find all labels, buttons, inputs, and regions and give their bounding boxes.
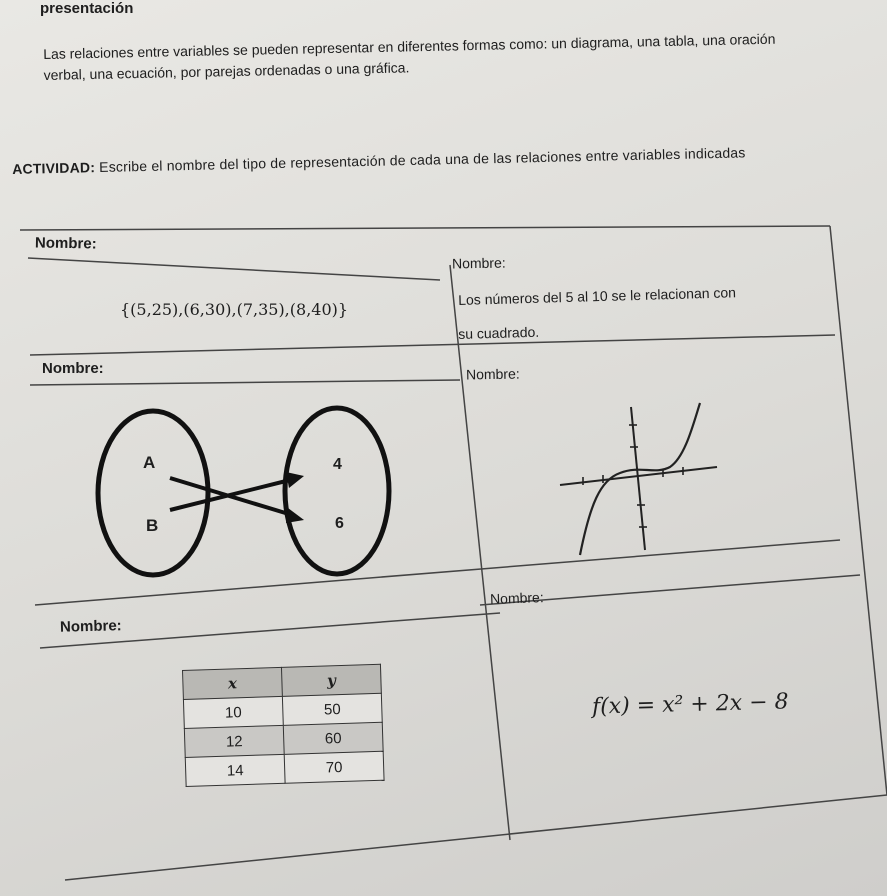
table-cell-x: 12 (184, 725, 284, 757)
equation-formula: f(x) = x² + 2x − 8 (591, 689, 789, 720)
diagram-element-4: 4 (333, 456, 342, 473)
activity-text: Escribe el nombre del tipo de representación de cada una de las relaciones entre variables indicadas (98, 144, 746, 176)
range-ellipse (285, 408, 389, 574)
table-cell-y: 60 (283, 722, 383, 754)
table-name-label: Nombre: (59, 617, 122, 636)
diagram-element-6: 6 (335, 515, 344, 532)
diagram-element-a: A (143, 453, 156, 472)
cubic-curve (580, 403, 700, 555)
activity-label: ACTIVIDAD: (12, 159, 96, 177)
table-cell-y: 50 (282, 693, 382, 725)
section-heading: presentación (40, 0, 134, 17)
table-cell-y: 70 (284, 751, 384, 783)
table-row (185, 751, 384, 786)
diagram-name-label: Nombre: (42, 360, 104, 377)
ordered-pairs-set: {(5,25),(6,30),(7,35),(8,40)} (120, 300, 349, 319)
equation-name-label: Nombre: (489, 589, 544, 607)
table-header-x: x (183, 667, 283, 699)
graph-name-label: Nombre: (465, 365, 520, 383)
cubic-function-graph (555, 395, 735, 560)
verbal-sentence-line-1: Los números del 5 al 10 se le relacionan con (458, 284, 737, 308)
arrow-diagram (90, 400, 420, 590)
intro-paragraph: Las relaciones entre variables se pueden representar en diferentes formas como: un diagrama, una tabla, una oración verbal, una ecuación, por parejas ordenadas o una gráfica. (43, 30, 776, 83)
verbal-name-label: Nombre: (451, 254, 506, 272)
y-axis (631, 407, 645, 550)
table-cell-x: 10 (183, 696, 283, 728)
diagram-element-b: B (146, 516, 159, 535)
domain-ellipse (98, 411, 208, 575)
value-table (182, 664, 385, 787)
table-header-y: y (281, 664, 381, 696)
ordered-pairs-name-label: Nombre: (34, 234, 97, 253)
table-cell-x: 14 (185, 754, 285, 786)
verbal-sentence-line-2: su cuadrado. (458, 323, 540, 342)
